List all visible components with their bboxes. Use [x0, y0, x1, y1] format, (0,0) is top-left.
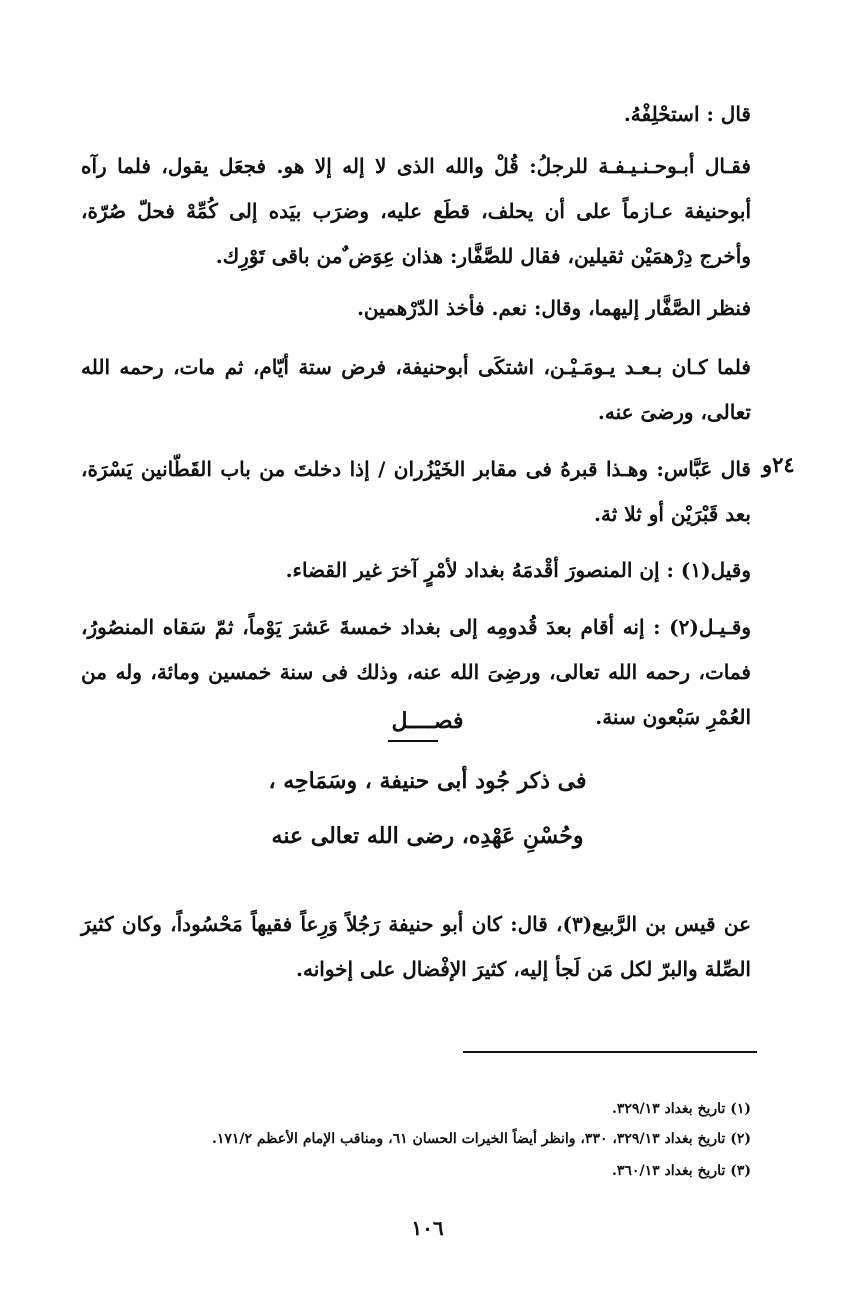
footnote-1: (١) تاريخ بغداد ٣٢٩/١٣.: [612, 1101, 751, 1117]
paragraph-2: فقـال أبـوحـنـيـفـة للرجلُ: قُلْ والله الذى لا إله إلا هو. فجعَل يقول، فلما رآه أبوحنيفة عـازماً على أن يحلف، قطَع عليه، وضرَب بيَده إلى كُمِّهْ فحلّ صُرّة، وأخرج دِرْهمَيْن ثقيلين، فقال للصَّفَّار: هذان عِوَض ٌمن باقى تَوْرِك.: [81, 154, 751, 268]
folio-marginal-note: ٢٤و: [762, 452, 795, 477]
page-number: ١٠٦: [411, 1216, 444, 1240]
paragraph-1: قال : استحْلِفْهُ.: [623, 102, 751, 126]
section-title-underline: [388, 740, 438, 742]
footnote-2: (٢) تاريخ بغداد ٣٢٩/١٣، ٣٣٠، وانظر أيضاً الخيرات الحسان ٦١، ومناقب الإمام الأعظم ١٧١/٢.: [211, 1131, 751, 1147]
paragraph-4: فلما كـان بـعـد يـومَـيْـن، اشتكَى أبوحنيفة، فرض ستة أيّام، ثم مات، رحمه الله تعالى، ورضىَ عنه.: [81, 355, 751, 424]
section-title: فصــــل: [391, 708, 464, 734]
paragraph-6: وقيل(١) : إن المنصورَ أقْدمَهُ بغداد لأمْرٍ آخرَ غير القضاء.: [285, 558, 751, 582]
paragraph-7: وقـيـل(٢) : إنه أقام بعدَ قُدومِه إلى بغداد خمسةَ عَشرَ يَوْماً، ثمّ سَقاه المنصُورُ، فمات، رحمه الله تعالى، ورضِىَ الله عنه، وذلك فى سنة خمسين ومائة، وله من العُمْرِ سَبْعون سنة.: [81, 615, 751, 729]
footnote-3: (٣) تاريخ بغداد ٣٦٠/١٣.: [612, 1163, 751, 1179]
paragraph-3: فنظر الصَّفَّار إليهما، وقال: نعم. فأخذ الدّرْهمين.: [356, 296, 751, 320]
section-subtitle-line-2: وحُسْنِ عَهْدِه، رضى الله تعالى عنه: [271, 823, 584, 849]
paragraph-8: عن قيس بن الرَّبيع(٣)، قال: كان أبو حنيفة رَجُلاً وَرِعاً فقيهاً مَحْسُوداً، وكان كثيرَ الصِّلة والبرّ لكل مَن لَجأ إليه، كثيرَ الإفْضال على إخوانه.: [81, 912, 752, 981]
footnote-separator: [463, 1051, 757, 1053]
paragraph-5: قال عَبَّاس: وهـذا قبرهُ فى مقابر الخَيْزُران / إذا دخلتَ من باب القَطّانين يَسْرَة، بعد قَبْرَيْن أو ثلا ثة.: [81, 457, 751, 526]
section-subtitle-line-1: فى ذكر جُود أبى حنيفة ، وسَمَاحِه ،: [268, 768, 587, 794]
